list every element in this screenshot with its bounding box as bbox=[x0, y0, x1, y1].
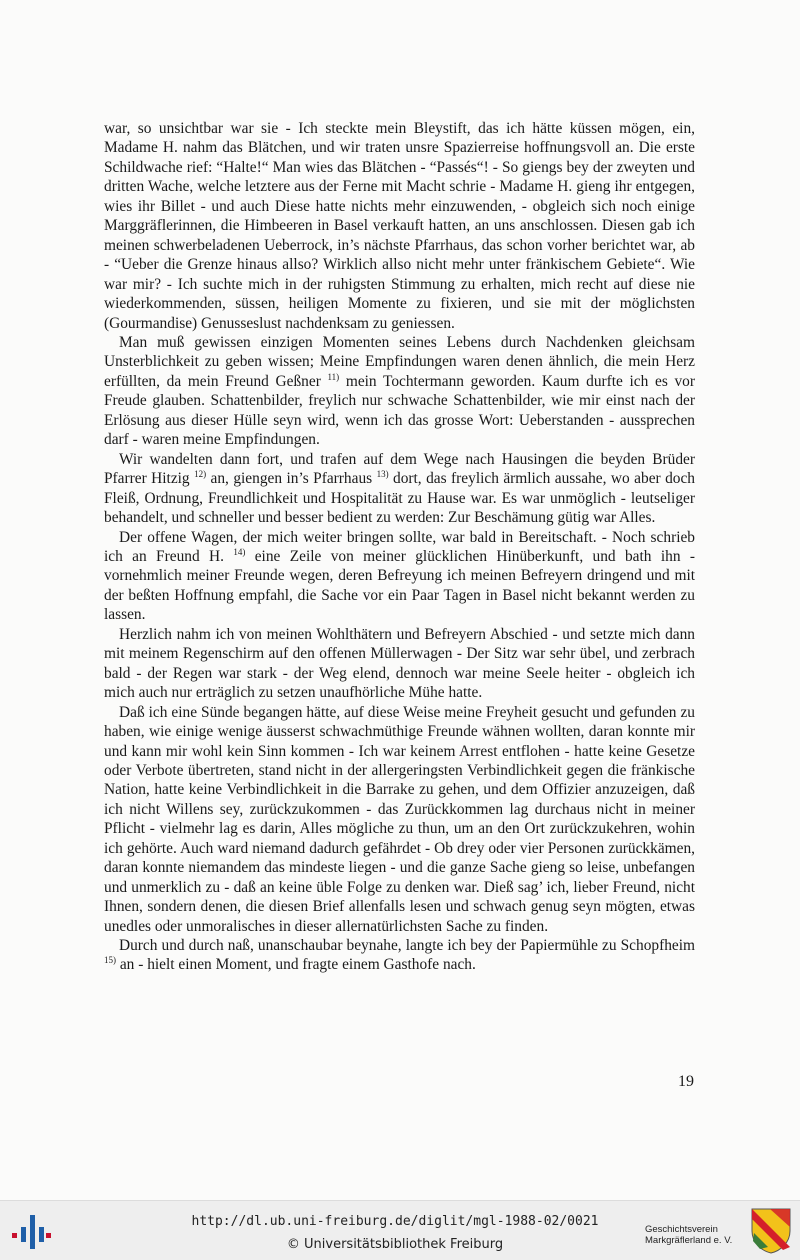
paragraph-4 bbox=[104, 528, 695, 625]
body-text bbox=[104, 119, 695, 975]
paragraph-2 bbox=[104, 333, 695, 450]
paragraph-3-text-c: dort, das freylich ärmlich aussahe, wo aber doch Fleiß, Ordnung, Freundlichkeit und Hospitalität zu Hause war. Es war unmöglich - leutseliger behandelt, und schneller und besser bedient zu werden: Zur Beschämung gütig war Alles. bbox=[104, 470, 695, 527]
paragraph-6: Daß ich eine Sünde begangen hätte, auf diese Weise meine Freyheit gesucht und gefunden zu haben, wie einige wenige äusserst schwachmüthige Freunde wähnen wollten, daran konnte mir und kann mir wohl kein Sinn kommen - Ich war keinem Arrest entflohen - hatte keine Gesetze oder Verbote übertreten, stand nicht in der allergeringsten Verbindlichkeit gegen die fränkische Nation, hatte keine Verbindlichkeit in die Barrake zu gehen, und dem Offizier anzuzeigen, daß ich nicht Willens sey, zurückzukommen - das Zurückkommen lag durchaus nicht in meiner Pflicht - vielmehr lag es darin, Alles mögliche zu thun, um an den Ort zurückzukehren, wohin ich gehörte. Auch ward niemand dadurch gefährdet - Ob drey oder vier Personen zurückkämen, daran konnte niemandem das mindeste liegen - und die ganze Sache gieng so leise, unbefangen und unmerklich zu - daß an keine üble Folge zu denken war. Dieß sag’ ich, lieber Freund, nicht Ihnen, sondern denen, die diesen Brief allenfalls lesen und schwach genug seyn mögten, etwas unedles oder unmoralisches in dieser allernatürlichsten Sache zu finden. bbox=[104, 703, 695, 935]
footnote-ref-14: 14) bbox=[233, 546, 246, 557]
paragraph-3 bbox=[104, 450, 695, 528]
footnote-ref-13: 13) bbox=[376, 469, 389, 480]
paragraph-3-text-b: an, giengen in’s Pfarrhaus bbox=[206, 470, 373, 488]
coat-of-arms-icon bbox=[750, 1207, 792, 1255]
paragraph-7-text-b: an - hielt einen Moment, und fragte einem Gasthofe nach. bbox=[116, 956, 476, 974]
paragraph-2-text-b: mein Tochtermann geworden. Kaum durfte ich es vor Freude glauben. Schattenbilder, freylich nur schwache Schattenbilder, wie mir einst nach der Erlösung aus dieser Hülle seyn wird, wenn ich das grosse Wort: Ueberstanden - aussprechen darf - waren meine Empfindungen. bbox=[104, 372, 695, 449]
copyright-text: © Universitätsbibliothek Freiburg bbox=[286, 1237, 504, 1252]
footnote-ref-15: 15) bbox=[104, 955, 116, 966]
society-name-line-1: Geschichtsverein bbox=[645, 1224, 718, 1235]
footnote-ref-12: 12) bbox=[194, 469, 207, 480]
permalink-url[interactable]: http://dl.ub.uni-freiburg.de/diglit/mgl-1988-02/0021 bbox=[191, 1214, 599, 1229]
page-number: 19 bbox=[678, 1073, 694, 1090]
paragraph-7 bbox=[104, 936, 695, 975]
ub-freiburg-logo-icon[interactable] bbox=[10, 1211, 52, 1253]
paragraph-5: Herzlich nahm ich von meinen Wohlthätern und Befreyern Abschied - und setzte mich dann mit meinem Regenschirm auf den offenen Müllerwagen - Der Sitz war sehr übel, und zerbrach bald - der Regen war stark - der Weg elend, dennoch war meine Seele heiter - obgleich ich mich auch nur erträglich zu setzen unaufhörliche Mühe hatte. bbox=[104, 625, 695, 702]
paragraph-7-text-a: Durch und durch naß, unanschaubar beynahe, langte ich bey der Papiermühle zu Schopfheim bbox=[119, 937, 695, 955]
paragraph-1: war, so unsichtbar war sie - Ich steckte mein Bleystift, das ich hätte küssen mögen, ein, Madame H. nahm das Blätchen, und wir traten unsre Spazierreise hoffnungsvoll an. Die erste Schildwache rief: “Halte!“ Man wies das Blätchen - “Passés“! - So giengs bey der zweyten und dritten Wache, welche letztere aus der Ferne mit Macht schrie - Madame H. gieng ihr entgegen, wies ihr Billet - und auch Diese hatte nichts mehr einzuwenden, - obgleich sich noch einige Marggräflerinnen, die Himbeeren in Basel verkauft hatten, an uns anschlossen. Diesen gab ich meinen schwerbeladenen Ueberrock, in’s nächste Pfarrhaus, das schon vorher berichtet war, ab - “Ueber die Grenze hinaus allso? Wirklich allso nicht mehr unter fränkischem Gebiete“. Wie war mir? - Ich suchte mich in der ruhigsten Stimmung zu erhalten, mich recht auf diese nie wiederkommenden, süssen, heiligen Momente zu fixieren, und sie mit der möglichsten (Gourmandise) Genusseslust nachdenksam zu geniessen. bbox=[104, 120, 695, 332]
paragraph-2-text-a: Man muß gewissen einzigen Momenten seines Lebens durch Nachdenken gleichsam Unsterblichkeit zu geben wissen; Meine Empfindungen waren denen ähnlich, die mein Herz erfüllten, da mein Freund Geßner bbox=[104, 333, 695, 390]
footnote-ref-11: 11) bbox=[327, 371, 340, 382]
society-name-line-2: Markgräflerland e. V. bbox=[645, 1235, 733, 1246]
society-name bbox=[645, 1224, 755, 1246]
paragraph-3-text-a: Wir wandelten dann fort, und trafen auf dem Wege nach Hausingen die beyden Brüder Pfarrer Hitzig bbox=[104, 450, 695, 488]
footer-bar bbox=[0, 1200, 800, 1260]
paragraph-4-text-b: eine Zeile von meiner glücklichen Hinüberkunft, und bath ihn - vornehmlich meiner Freunde wegen, deren Befreyung ich meinen Befreyern dringend und mit der beßten Hoffnung empfahl, die Sache vor ein Paar Tagen in Basel nicht bekannt werden zu lassen. bbox=[104, 547, 695, 624]
paragraph-4-text-a: Der offene Wagen, der mich weiter bringen sollte, war bald in Bereitschaft. - Noch schrieb ich an Freund H. bbox=[104, 528, 695, 565]
